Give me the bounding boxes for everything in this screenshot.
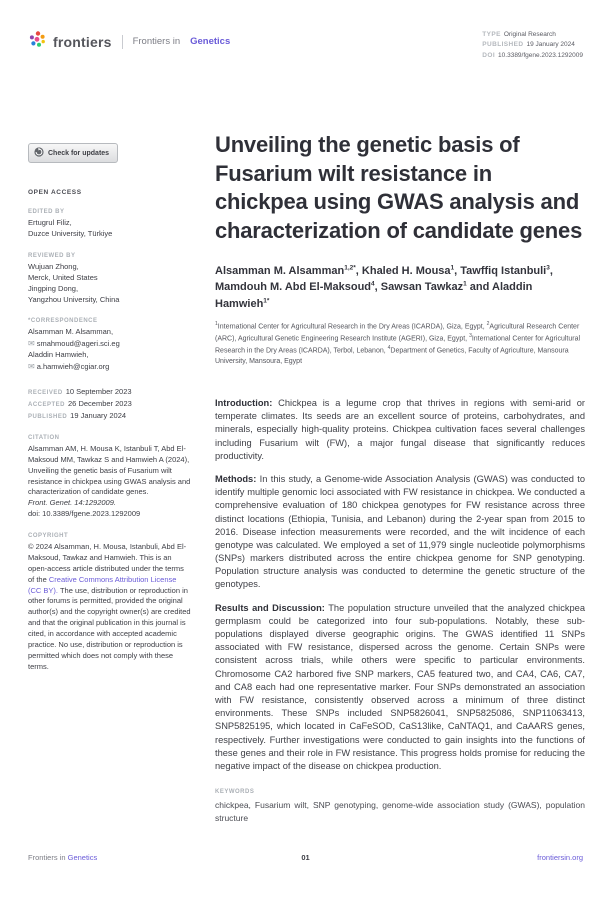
abstract-section-label: Introduction: bbox=[215, 398, 273, 409]
reviewer-name: Wujuan Zhong, bbox=[28, 261, 79, 271]
abstract-methods bbox=[215, 473, 585, 592]
received-label: RECEIVED bbox=[28, 389, 63, 396]
journal-brand bbox=[28, 30, 230, 53]
author-separator: and bbox=[466, 281, 493, 294]
page-footer bbox=[28, 853, 583, 862]
page-number: 01 bbox=[301, 853, 310, 862]
citation-text: Alsamman AM, H. Mousa K, Istanbuli T, Abd El-Maksoud MM, Tawkaz S and Hamwieh A (2024), Unveiling the genetic basis of Fusarium wilt resistance in chickpea using GWAS analysis and characterization of candidate genes. bbox=[28, 443, 191, 497]
citation-section bbox=[28, 435, 191, 520]
copyright-label: COPYRIGHT bbox=[28, 533, 69, 540]
author-name-link[interactable]: Alsamman M. Alsamman bbox=[215, 264, 345, 277]
edited-by-label: EDITED BY bbox=[28, 209, 65, 216]
frontiers-logo-icon bbox=[28, 30, 46, 53]
author-separator: , bbox=[549, 264, 553, 277]
affiliation-text: Department of Genetics, Faculty of Agriculture, Mansoura University, Mansoura, Egypt bbox=[215, 347, 569, 365]
affiliation-sup: 1 bbox=[215, 321, 218, 328]
footer-site-link[interactable]: frontiersin.org bbox=[537, 853, 583, 862]
keywords-label: KEYWORDS bbox=[215, 789, 255, 796]
affiliation-sup: 4 bbox=[387, 344, 391, 351]
meta-doi-value[interactable]: 10.3389/fgene.2023.1292009 bbox=[498, 51, 583, 59]
meta-type-value: Original Research bbox=[503, 31, 556, 38]
abstract-section-label: Results and Discussion: bbox=[215, 602, 325, 613]
article-meta bbox=[482, 30, 583, 61]
editor-name: Ertugrul Filiz, bbox=[28, 218, 72, 228]
author-name-link[interactable]: Tawffiq Istanbuli bbox=[460, 264, 547, 277]
author-separator: , bbox=[454, 264, 461, 277]
edited-by-section bbox=[28, 209, 191, 240]
accepted-label: ACCEPTED bbox=[28, 401, 66, 408]
author-separator: , bbox=[355, 264, 362, 277]
meta-published-row bbox=[482, 40, 583, 50]
correspondence-label: *CORRESPONDENCE bbox=[28, 318, 98, 325]
abstract-introduction bbox=[215, 397, 585, 463]
frontiers-wordmark: frontiers bbox=[53, 33, 112, 50]
affiliations bbox=[215, 321, 585, 367]
reviewer-affiliation: Yangzhou University, China bbox=[28, 294, 120, 304]
reviewed-by-section bbox=[28, 253, 191, 306]
citation-label: CITATION bbox=[28, 434, 60, 441]
affiliation-text: International Center for Agricultural Research in the Dry Areas (ICARDA), Terbol, Lebanon, bbox=[215, 335, 581, 355]
author-affiliation-sup: 1 bbox=[463, 280, 467, 288]
keywords-section bbox=[215, 789, 585, 825]
published-date: 19 January 2024 bbox=[70, 410, 127, 420]
correspondence-section bbox=[28, 318, 191, 373]
abstract-results bbox=[215, 602, 585, 773]
affiliation-text: International Center for Agricultural Research in the Dry Areas (ICARDA), Giza, Egypt, bbox=[217, 323, 487, 331]
reviewed-by-label: REVIEWED BY bbox=[28, 252, 76, 259]
meta-doi-row bbox=[482, 51, 583, 61]
keywords-text: chickpea, Fusarium wilt, SNP genotyping, genome-wide association study (GWAS), population structure bbox=[215, 800, 585, 823]
crossmark-icon bbox=[34, 147, 44, 159]
check-for-updates-label: Check for updates bbox=[48, 149, 110, 157]
corresponding-author-name: Alsamman M. Alsamman, bbox=[28, 327, 114, 337]
published-label: PUBLISHED bbox=[28, 413, 68, 420]
journal-prefix: Frontiers in bbox=[132, 36, 181, 47]
cc-by-license-link[interactable]: Creative Commons Attribution License (CC BY). bbox=[28, 574, 177, 595]
check-for-updates-button[interactable] bbox=[28, 143, 118, 163]
brand-divider bbox=[122, 35, 123, 49]
author-affiliation-sup: 1* bbox=[263, 296, 270, 304]
footer-journal-prefix: Frontiers in bbox=[28, 853, 68, 862]
correspondence-email-link[interactable]: a.hamwieh@cgiar.org bbox=[36, 362, 110, 372]
published-row bbox=[28, 410, 191, 422]
author-affiliation-sup: 1,2* bbox=[344, 263, 356, 271]
abstract-section-text: The population structure unveiled that the analyzed chickpea germplasm could be categorized into four sub-populations. Notably, these sub-populations displayed diverse geographic origins. The GWAS identified 11 SNPs associated with FW resistance, dispersed across the genome. Certain SNPs were consistent across trials, while others were specific to particular environments. Chromosome CA2 harbored five SNP markers, CA5 featured two, and CA4, CA6, CA7, and CA8 each had one representative marker. Four SNPs demonstrated an association with FW resistance, consistently observed across a minimum of three distinct environments. These SNPs included SNP5826041, SNP5825086, SNP11063413, SNP5825195, which located in CaFeSOD, CaS13like, CaNTAQ1, and CaAARS genes, respectively. Further investigations were conducted to gain insights into the functions of these genes and their role in FW resistance. This progress holds promise for reducing the negative impact of the disease on chickpea production. bbox=[215, 602, 585, 771]
accepted-date: 26 December 2023 bbox=[68, 398, 132, 408]
author-name-link[interactable]: Sawsan Tawkaz bbox=[380, 281, 464, 294]
meta-published-value: 19 January 2024 bbox=[526, 41, 575, 49]
editor-affiliation: Duzce University, Türkiye bbox=[28, 229, 113, 239]
reviewer-name: Jingping Dong, bbox=[28, 283, 79, 293]
accepted-row bbox=[28, 398, 191, 410]
envelope-icon: ✉ bbox=[28, 362, 35, 372]
received-date: 10 September 2023 bbox=[65, 386, 132, 396]
abstract-section-text: Chickpea is a legume crop that thrives in regions with semi-arid or temperate climates. Its seeds are an excellent source of proteins, carbohydrates, and minerals, especially high-quality proteins. Chickpea cultivation faces several challenges including Fusarium wilt (FW), a major fungal disease that significantly reduces productivity. bbox=[215, 398, 585, 461]
author-affiliation-sup: 4 bbox=[371, 280, 375, 288]
author-name-link[interactable]: Khaled H. Mousa bbox=[361, 264, 451, 277]
author-name-link[interactable]: Aladdin Hamwieh bbox=[215, 281, 533, 310]
affiliation-text: Agricultural Research Center (ARC), Agricultural Genetic Engineering Research Institute (AGERI), Giza, Egypt, bbox=[215, 323, 580, 343]
copyright-text: © 2024 Alsamman, H. Mousa, Istanbuli, Abd El-Maksoud, Tawkaz and Hamwieh. This is an open-access article distributed under the terms of the bbox=[28, 542, 187, 584]
journal-name-link[interactable]: Genetics bbox=[190, 36, 231, 47]
corresponding-author-name: Aladdin Hamwieh, bbox=[28, 350, 89, 360]
meta-type-row bbox=[482, 30, 583, 40]
author-name-link[interactable]: Mamdouh M. Abd El-Maksoud bbox=[215, 281, 372, 294]
meta-doi-label: DOI bbox=[482, 51, 496, 59]
article-info-sidebar bbox=[28, 131, 191, 824]
author-list bbox=[215, 263, 585, 313]
abstract bbox=[215, 397, 585, 773]
author-affiliation-sup: 1 bbox=[450, 263, 455, 271]
author-affiliation-sup: 3 bbox=[546, 263, 550, 271]
footer-journal bbox=[28, 853, 213, 862]
meta-type-label: TYPE bbox=[482, 31, 501, 38]
abstract-section-text: In this study, a Genome-wide Association Analysis (GWAS) was conducted to identify multiple genomic loci associated with FW resistance in chickpea. We conducted a comprehensive evaluation of 180 chickpea genotypes for FW resistance across three distinct locations (Ethiopia, Tunisia, and Lebanon) during the 2-year span from 2015 to 2016. Disease infection measurements were recorded, and the wilt incidence of each genotype was calculated. We employed a set of 11,979 single nucleotide polymorphisms (SNPs) markers distributed across the entire chickpea genome for SNP genotyping. Population structure analysis was conducted to determine the genetic structure of the genotypes. bbox=[215, 473, 585, 590]
affiliation-sup: 3 bbox=[469, 332, 472, 339]
copyright-text: The use, distribution or reproduction in other forums is permitted, provided the original author(s) and the copyright owner(s) are credited and that the original publication in this journal is cited, in accordance with accepted academic practice. No use, distribution or reproduction is permitted which does not comply with these terms. bbox=[28, 585, 191, 671]
footer-journal-link[interactable]: Genetics bbox=[67, 853, 98, 862]
page-header bbox=[0, 0, 600, 61]
envelope-icon: ✉ bbox=[28, 339, 35, 349]
meta-published-label: PUBLISHED bbox=[482, 41, 524, 49]
article-main-column bbox=[215, 131, 585, 824]
correspondence-email-link[interactable]: smahmoud@ageri.sci.eg bbox=[36, 339, 120, 349]
received-row bbox=[28, 386, 191, 398]
abstract-section-label: Methods: bbox=[215, 473, 257, 484]
author-separator: , bbox=[374, 281, 381, 294]
open-access-label: OPEN ACCESS bbox=[28, 189, 82, 197]
dates-section bbox=[28, 386, 191, 422]
citation-doi-link[interactable]: doi: 10.3389/fgene.2023.1292009 bbox=[28, 509, 141, 519]
article-title: Unveiling the genetic basis of Fusarium wilt resistance in chickpea using GWAS analysis and characterization of candidate genes bbox=[215, 132, 583, 243]
reviewer-affiliation: Merck, United States bbox=[28, 272, 98, 282]
affiliation-sup: 2 bbox=[486, 321, 490, 328]
citation-journal: Front. Genet. 14:1292009. bbox=[28, 498, 116, 508]
copyright-section bbox=[28, 533, 191, 673]
